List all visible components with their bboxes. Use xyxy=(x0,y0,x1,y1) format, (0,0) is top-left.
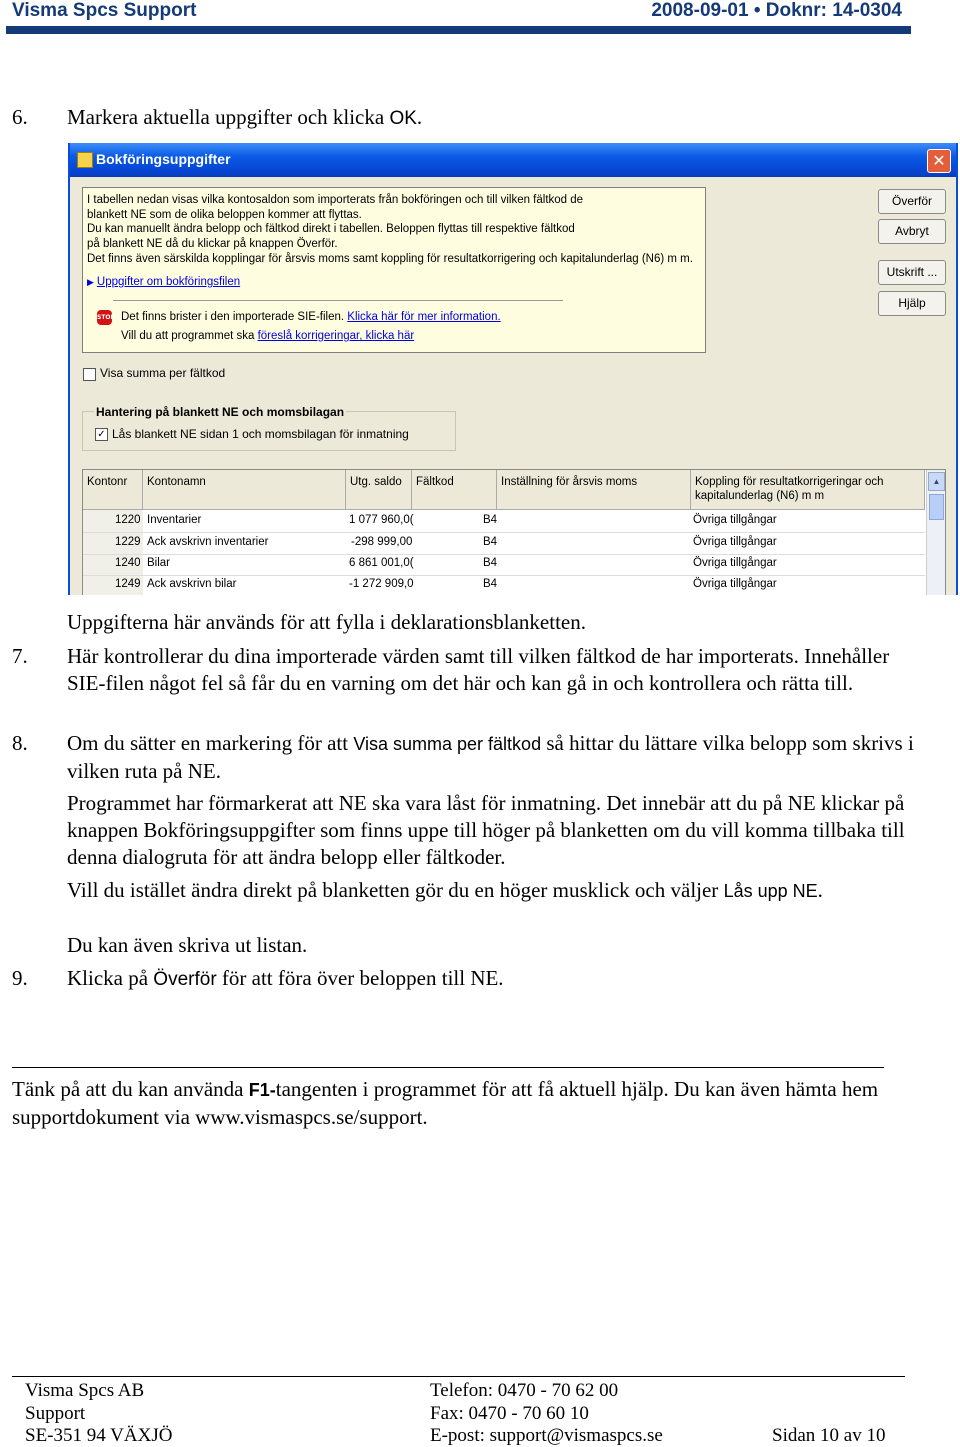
cancel-button[interactable]: Avbryt xyxy=(878,219,946,244)
step-8-paragraph: Programmet har förmarkerat att NE ska vara låst för inmatning. Det innebär att du på NE klickar på knappen Bokföringsuppgifter som finns uppe till höger på blanketten om du vill komma tillbaka till denna dialogruta för att ändra belopp eller fältkoder. xyxy=(67,791,905,869)
ui-term: Överför xyxy=(153,969,217,990)
header-date-docnr: 2008-09-01 • Doknr: 14-0304 xyxy=(651,0,902,21)
table-row[interactable] xyxy=(83,511,925,533)
accounts-table xyxy=(82,469,946,595)
step-number: 8. xyxy=(12,731,28,755)
footer-company: Visma Spcs AB xyxy=(25,1380,145,1401)
info-line: blankett NE som de olika beloppen kommer att flyttas. xyxy=(87,209,362,221)
cell-balance[interactable]: -298 999,00 xyxy=(351,536,413,548)
transfer-button[interactable]: Överför xyxy=(878,189,946,214)
chevron-up-icon[interactable]: ▲ xyxy=(928,472,945,491)
cell-link[interactable]: Övriga tillgångar xyxy=(693,578,777,590)
file-info-link[interactable]: Uppgifter om bokföringsfilen xyxy=(96,276,241,288)
step-number: 7. xyxy=(12,644,28,668)
f1-key: F1- xyxy=(248,1080,276,1100)
info-line: på blankett NE då du klickar på knappen Överför. xyxy=(87,238,338,250)
cell-account: 1249 xyxy=(115,578,141,590)
col-header[interactable]: Utg. saldo xyxy=(346,470,412,510)
print-button[interactable]: Utskrift ... xyxy=(878,260,946,285)
step-text-end: . xyxy=(416,105,423,129)
cell-link[interactable]: Övriga tillgångar xyxy=(693,536,777,548)
app-icon xyxy=(77,152,93,168)
lock-ne-label: Lås blankett NE sidan 1 och momsbilagan för inmatning xyxy=(112,427,409,441)
cell-account: 1240 xyxy=(115,557,141,569)
step-text: för att föra över beloppen till NE. xyxy=(216,966,504,990)
cell-fieldcode[interactable]: B4 xyxy=(483,536,498,548)
step-text: Om du sätter en markering för att xyxy=(67,731,354,755)
page-header xyxy=(0,0,912,26)
col-header[interactable]: Kontonamn xyxy=(143,470,346,510)
cell-balance[interactable]: -1 272 909,0 xyxy=(349,578,414,590)
group-title: Hantering på blankett NE och momsbilagan xyxy=(96,405,345,419)
header-company: Visma Spcs Support xyxy=(12,0,197,21)
cell-account: 1229 xyxy=(115,536,141,548)
arrow-right-icon: ▶ xyxy=(87,277,94,287)
ui-term: OK xyxy=(389,108,417,129)
dialog-titlebar xyxy=(70,143,956,177)
tip-text: Tänk på att du kan använda xyxy=(12,1077,249,1101)
fix-text: Vill du att programmet ska xyxy=(121,330,258,342)
col-header[interactable]: Inställning för årsvis moms xyxy=(497,470,691,510)
cell-link[interactable]: Övriga tillgångar xyxy=(693,557,777,569)
info-divider xyxy=(113,300,563,301)
cell-balance[interactable]: 1 077 960,0( xyxy=(349,514,414,526)
warning-text: Det finns brister i den importerade SIE-filen. xyxy=(121,311,348,323)
table-scrollbar[interactable] xyxy=(926,470,945,595)
cell-fieldcode[interactable]: B4 xyxy=(483,514,498,526)
step-8-paragraph: Du kan även skriva ut listan. xyxy=(67,933,308,957)
step-7 xyxy=(0,643,960,725)
cell-balance[interactable]: 6 861 001,0( xyxy=(349,557,414,569)
col-header[interactable]: Fältkod xyxy=(412,470,497,510)
dialog-bokforingsuppgifter xyxy=(68,143,958,595)
table-row[interactable] xyxy=(83,554,925,576)
more-info-link[interactable]: Klicka här för mer information. xyxy=(347,311,501,323)
step-text: Här kontrollerar du dina importerade värden samt till vilken fältkod de har importerats. Innehåller SIE-filen något fel så får du en varning om det här och kan gå in och kontrollera och rätta till. xyxy=(67,644,890,695)
dialog-title: Bokföringsuppgifter xyxy=(96,151,231,167)
step-text: Vill du istället ändra direkt på blanketten gör du en höger musklick och väljer xyxy=(67,878,724,902)
step-number: 6. xyxy=(12,105,28,129)
cell-name: Bilar xyxy=(147,557,171,569)
step-text: . xyxy=(817,878,823,902)
tip-divider xyxy=(12,1067,884,1068)
warning-row xyxy=(121,311,501,323)
footer-divider xyxy=(12,1376,905,1377)
tip xyxy=(12,1076,892,1131)
show-sum-checkbox[interactable] xyxy=(83,368,96,381)
step-number: 9. xyxy=(12,966,28,990)
stop-icon: STOP xyxy=(97,310,112,325)
cell-name: Inventarier xyxy=(147,514,202,526)
lock-ne-checkbox[interactable]: ✓ xyxy=(95,428,108,441)
cell-name: Ack avskrivn inventarier xyxy=(147,536,269,548)
show-sum-label: Visa summa per fältkod xyxy=(100,366,226,380)
tip-text: tangenten i programmet för att få aktuell hjälp. Du kan även hämta hem supportdokument via www.vismaspcs.se/support. xyxy=(12,1077,879,1129)
info-line: I tabellen nedan visas vilka kontosaldon som importerats från bokföringen och till vilken fältkod de xyxy=(87,194,584,206)
cell-link[interactable]: Övriga tillgångar xyxy=(693,514,777,526)
footer-page: Sidan 10 av 10 xyxy=(772,1425,886,1446)
info-line: Du kan manuellt ändra belopp och fältkod direkt i tabellen. Beloppen flyttas till respektive fältkod xyxy=(87,223,575,235)
help-button[interactable]: Hjälp xyxy=(878,291,946,316)
footer-address: SE-351 94 VÄXJÖ xyxy=(25,1425,173,1446)
caption: Uppgifterna här används för att fylla i deklarationsblanketten. xyxy=(67,610,586,634)
footer-email: E-post: support@vismaspcs.se xyxy=(430,1425,663,1446)
cell-fieldcode[interactable]: B4 xyxy=(483,557,498,569)
scrollbar-thumb[interactable] xyxy=(929,494,944,520)
info-line: Det finns även särskilda kopplingar för årsvis moms samt koppling för resultatkorrigering och kapitalunderlag (N6) m m. xyxy=(87,253,693,265)
table-row[interactable] xyxy=(83,533,925,555)
info-panel xyxy=(82,187,706,353)
step-text: så hittar du lättare vilka belopp som skrivs i vilken ruta på NE. xyxy=(67,731,914,783)
footer-fax: Fax: 0470 - 70 60 10 xyxy=(430,1403,589,1424)
cell-fieldcode[interactable]: B4 xyxy=(483,578,498,590)
fix-row xyxy=(121,330,414,342)
ui-term: Visa summa per fältkod xyxy=(353,734,542,754)
col-header[interactable]: Koppling för resultatkorrigeringar och kapitalunderlag (N6) m m xyxy=(691,470,925,510)
table-row[interactable] xyxy=(83,575,925,595)
cell-account: 1220 xyxy=(115,514,141,526)
col-header[interactable]: Kontonr xyxy=(83,470,143,510)
footer-phone: Telefon: 0470 - 70 62 00 xyxy=(430,1380,619,1401)
header-rule xyxy=(6,26,911,34)
ui-term: Lås upp NE xyxy=(723,881,818,901)
suggest-fix-link[interactable]: föreslå korrigeringar, klicka här xyxy=(257,330,415,342)
step-text: Klicka på xyxy=(67,966,154,990)
close-icon[interactable]: ✕ xyxy=(927,149,951,173)
step-8-paragraph xyxy=(67,877,927,905)
cell-name: Ack avskrivn bilar xyxy=(147,578,237,590)
footer-dept: Support xyxy=(25,1403,86,1424)
step-text: Markera aktuella uppgifter och klicka xyxy=(67,105,390,129)
file-info-row xyxy=(87,276,240,288)
